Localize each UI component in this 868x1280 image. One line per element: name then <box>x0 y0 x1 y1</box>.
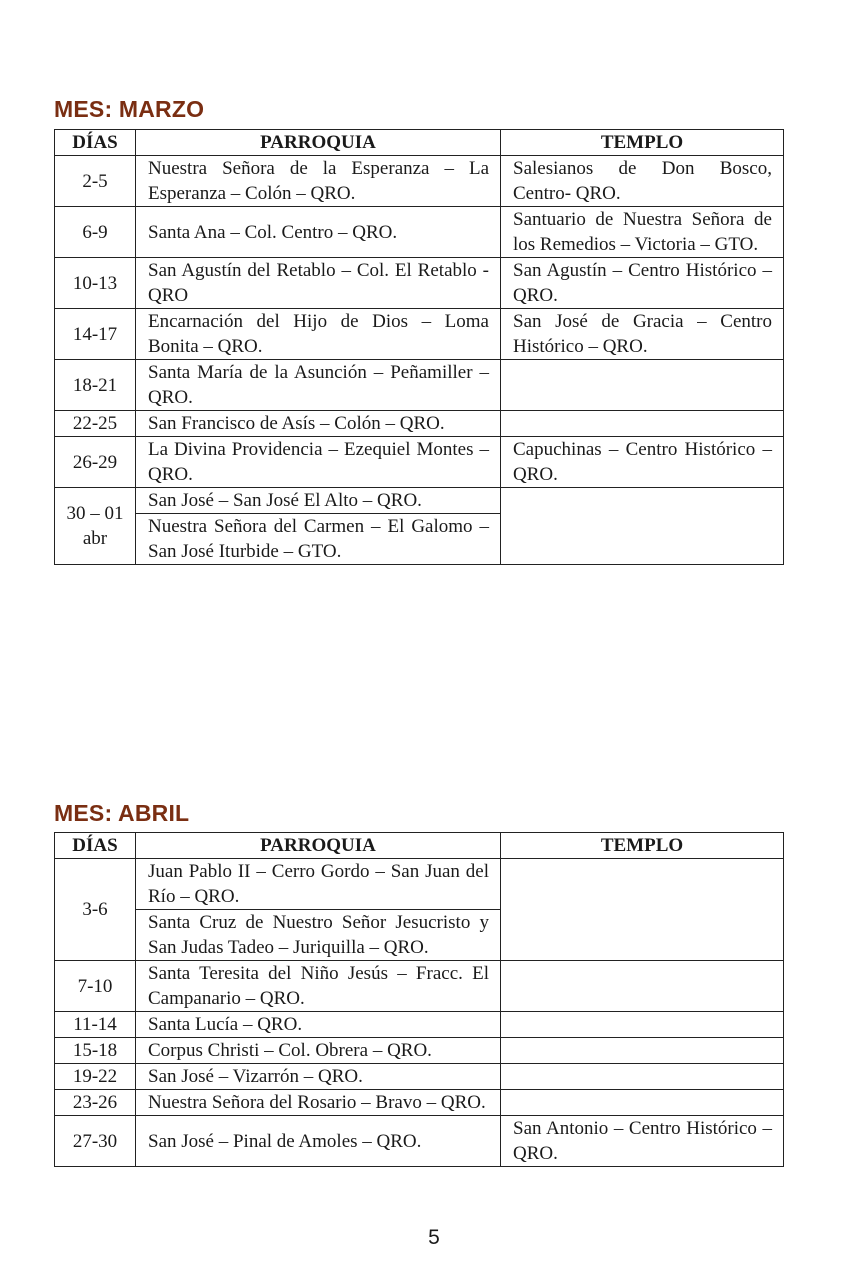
table-row <box>55 309 784 360</box>
parroquia-cell: Santa Teresita del Niño Jesús – Fracc. El Campanario – QRO. <box>136 961 501 1012</box>
parroquia-cell: San José – Pinal de Amoles – QRO. <box>136 1116 501 1167</box>
templo-cell: Capuchinas – Centro Histórico – QRO. <box>501 437 784 488</box>
parroquia-cell: San José – Vizarrón – QRO. <box>136 1064 501 1090</box>
table-row <box>55 488 784 514</box>
table-row <box>55 1090 784 1116</box>
templo-cell: San Agustín – Centro Histórico – QRO. <box>501 258 784 309</box>
dias-cell: 19-22 <box>55 1064 136 1090</box>
templo-cell <box>501 1090 784 1116</box>
templo-cell: San José de Gracia – Centro Histórico – QRO. <box>501 309 784 360</box>
dias-cell: 30 – 01 abr <box>55 488 136 565</box>
dias-cell: 22-25 <box>55 411 136 437</box>
dias-cell: 15-18 <box>55 1038 136 1064</box>
table-row <box>55 859 784 910</box>
parroquia-cell: Santa María de la Asunción – Peñamiller – QRO. <box>136 360 501 411</box>
table-row <box>55 1064 784 1090</box>
templo-cell: Salesianos de Don Bosco, Centro- QRO. <box>501 156 784 207</box>
table-row <box>55 411 784 437</box>
templo-cell <box>501 1012 784 1038</box>
parroquia-cell: San Agustín del Retablo – Col. El Retablo - QRO <box>136 258 501 309</box>
parroquia-cell: Santa Lucía – QRO. <box>136 1012 501 1038</box>
parroquia-cell: Santa Cruz de Nuestro Señor Jesucristo y San Judas Tadeo – Juriquilla – QRO. <box>136 910 501 961</box>
templo-cell <box>501 961 784 1012</box>
table-row <box>55 961 784 1012</box>
templo-cell <box>501 360 784 411</box>
table-row <box>55 360 784 411</box>
parroquia-cell: Encarnación del Hijo de Dios – Loma Bonita – QRO. <box>136 309 501 360</box>
table-row <box>55 437 784 488</box>
month-title-abril: MES: ABRIL <box>54 800 190 826</box>
table-row <box>55 1012 784 1038</box>
table-row <box>55 258 784 309</box>
header-templo: TEMPLO <box>501 130 784 156</box>
table-row <box>55 1116 784 1167</box>
parroquia-cell: San José – San José El Alto – QRO. <box>136 488 501 514</box>
table-row <box>55 156 784 207</box>
templo-cell <box>501 488 784 565</box>
dias-cell: 14-17 <box>55 309 136 360</box>
templo-cell <box>501 1038 784 1064</box>
parroquia-cell: La Divina Providencia – Ezequiel Montes – QRO. <box>136 437 501 488</box>
parroquia-cell: Nuestra Señora del Carmen – El Galomo – San José Iturbide – GTO. <box>136 514 501 565</box>
parroquia-cell: Santa Ana – Col. Centro – QRO. <box>136 207 501 258</box>
dias-cell: 27-30 <box>55 1116 136 1167</box>
table-header-row <box>55 130 784 156</box>
dias-cell: 11-14 <box>55 1012 136 1038</box>
header-parroquia: PARROQUIA <box>136 833 501 859</box>
table-row <box>55 1038 784 1064</box>
templo-cell <box>501 859 784 961</box>
dias-cell: 6-9 <box>55 207 136 258</box>
templo-cell: Santuario de Nuestra Señora de los Remedios – Victoria – GTO. <box>501 207 784 258</box>
parroquia-cell: Corpus Christi – Col. Obrera – QRO. <box>136 1038 501 1064</box>
templo-cell <box>501 411 784 437</box>
dias-cell: 2-5 <box>55 156 136 207</box>
header-parroquia: PARROQUIA <box>136 130 501 156</box>
schedule-table-marzo <box>54 129 784 565</box>
dias-cell: 18-21 <box>55 360 136 411</box>
parroquia-cell: Nuestra Señora del Rosario – Bravo – QRO. <box>136 1090 501 1116</box>
parroquia-cell: San Francisco de Asís – Colón – QRO. <box>136 411 501 437</box>
parroquia-cell: Nuestra Señora de la Esperanza – La Esperanza – Colón – QRO. <box>136 156 501 207</box>
header-templo: TEMPLO <box>501 833 784 859</box>
schedule-table-abril <box>54 832 784 1167</box>
templo-cell <box>501 1064 784 1090</box>
dias-cell: 23-26 <box>55 1090 136 1116</box>
parroquia-cell: Juan Pablo II – Cerro Gordo – San Juan del Río – QRO. <box>136 859 501 910</box>
month-title-marzo: MES: MARZO <box>54 96 205 122</box>
dias-cell: 10-13 <box>55 258 136 309</box>
header-dias: DÍAS <box>55 833 136 859</box>
dias-cell: 3-6 <box>55 859 136 961</box>
dias-cell: 26-29 <box>55 437 136 488</box>
table-row <box>55 207 784 258</box>
dias-cell: 7-10 <box>55 961 136 1012</box>
header-dias: DÍAS <box>55 130 136 156</box>
templo-cell: San Antonio – Centro Histórico – QRO. <box>501 1116 784 1167</box>
page-number: 5 <box>428 1226 440 1249</box>
table-header-row <box>55 833 784 859</box>
